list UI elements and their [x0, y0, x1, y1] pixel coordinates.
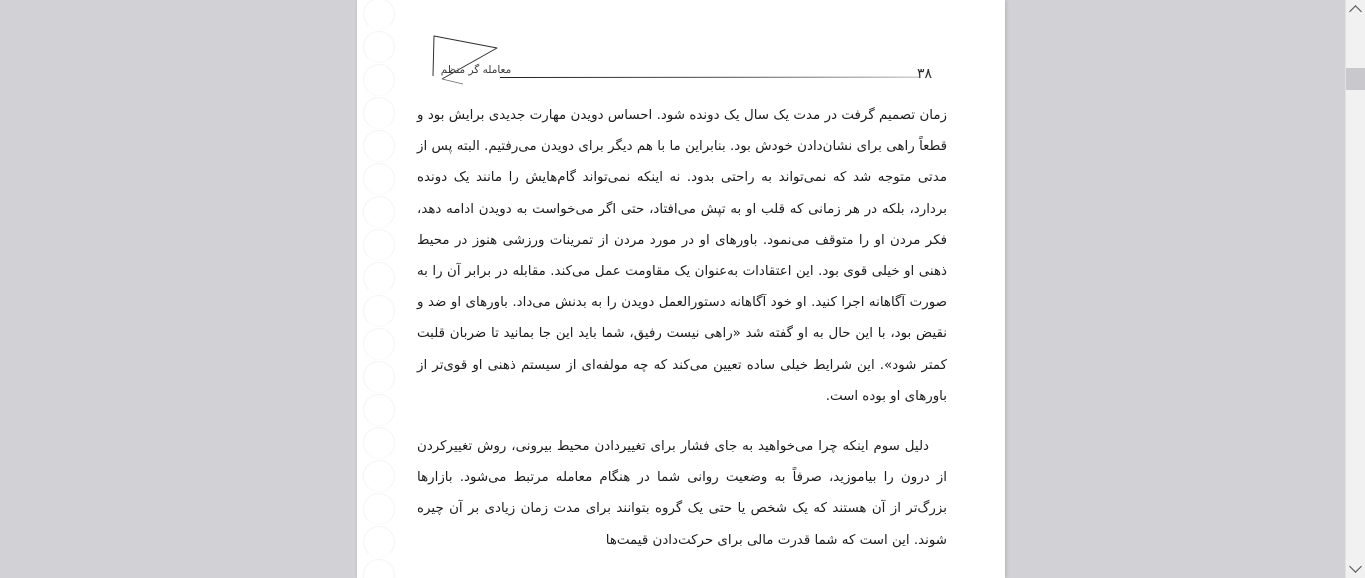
header-rule-line	[500, 76, 920, 79]
running-header	[357, 0, 1005, 92]
scroll-up-arrow-icon[interactable]	[1346, 0, 1365, 19]
vertical-scrollbar[interactable]	[1345, 0, 1365, 578]
page-sheet	[357, 0, 1005, 578]
scrollbar-thumb[interactable]	[1346, 68, 1365, 90]
viewer-backdrop-right	[1005, 0, 1345, 578]
paragraph-1: زمان تصمیم گرفت در مدت یک سال یک دونده شود. احساس دویدن مهارت جدیدی برایش بود و قطعاً راهی برای نشان‌دادن خودش بود. بنابراین ما با هم دیگر برای دویدن می‌رفتیم. البته پس از مدتی متوجه شد که نمی‌تواند به راحتی بدود. نه اینکه نمی‌تواند گام‌هایش را مانند یک دونده بردارد، بلکه در هر زمانی که قلب او به تپش می‌افتاد، حتی اگر می‌خواست به دویدن ادامه دهد، فکر مردن او را متوقف می‌نمود. باورهای او در مورد مردن از تمرینات ورزشی هنوز در محیط ذهنی او خیلی قوی بود. این اعتقادات به‌عنوان یک مقاومت عمل می‌کند. مقابله در برابر آن را به صورت آگاهانه اجرا کنید. او خود آگاهانه دستورالعمل دویدن را به بدنش می‌داد. باورهای او ضد و نقیض بود، با این حال به او گفته شد «راهی نیست رفیق، شما باید این جا بمانید تا ضربان قلبت کمتر شود». این شرایط خیلی ساده تعیین می‌کند که چه مولفه‌ای از سیستم ذهنی او قوی‌تر از باورهای او بوده است.	[417, 108, 947, 404]
viewer-backdrop-left	[0, 0, 357, 578]
page-number: ۳۸	[917, 66, 933, 82]
header-book-title: معامله گر منظم	[440, 64, 512, 76]
scrollbar-track[interactable]	[1346, 19, 1365, 559]
paragraph-2: دلیل سوم اینکه چرا می‌خواهید به جای فشار برای تغییردادن محیط بیرونی، روش تغییرکردن از درون را بیاموزید، صرفاً به وضعیت روانی شما در هنگام معامله مرتبط می‌شود. بازارها بزرگ‌تر از آن هستند که یک شخص یا حتی یک گروه بتوانند برای مدت زمان زیادی بر آن چیره شوند. این است که شما قدرت مالی برای حرکت‌دادن قیمت‌ها	[417, 439, 947, 548]
page-body-text	[417, 100, 947, 556]
scroll-down-arrow-icon[interactable]	[1346, 559, 1365, 578]
